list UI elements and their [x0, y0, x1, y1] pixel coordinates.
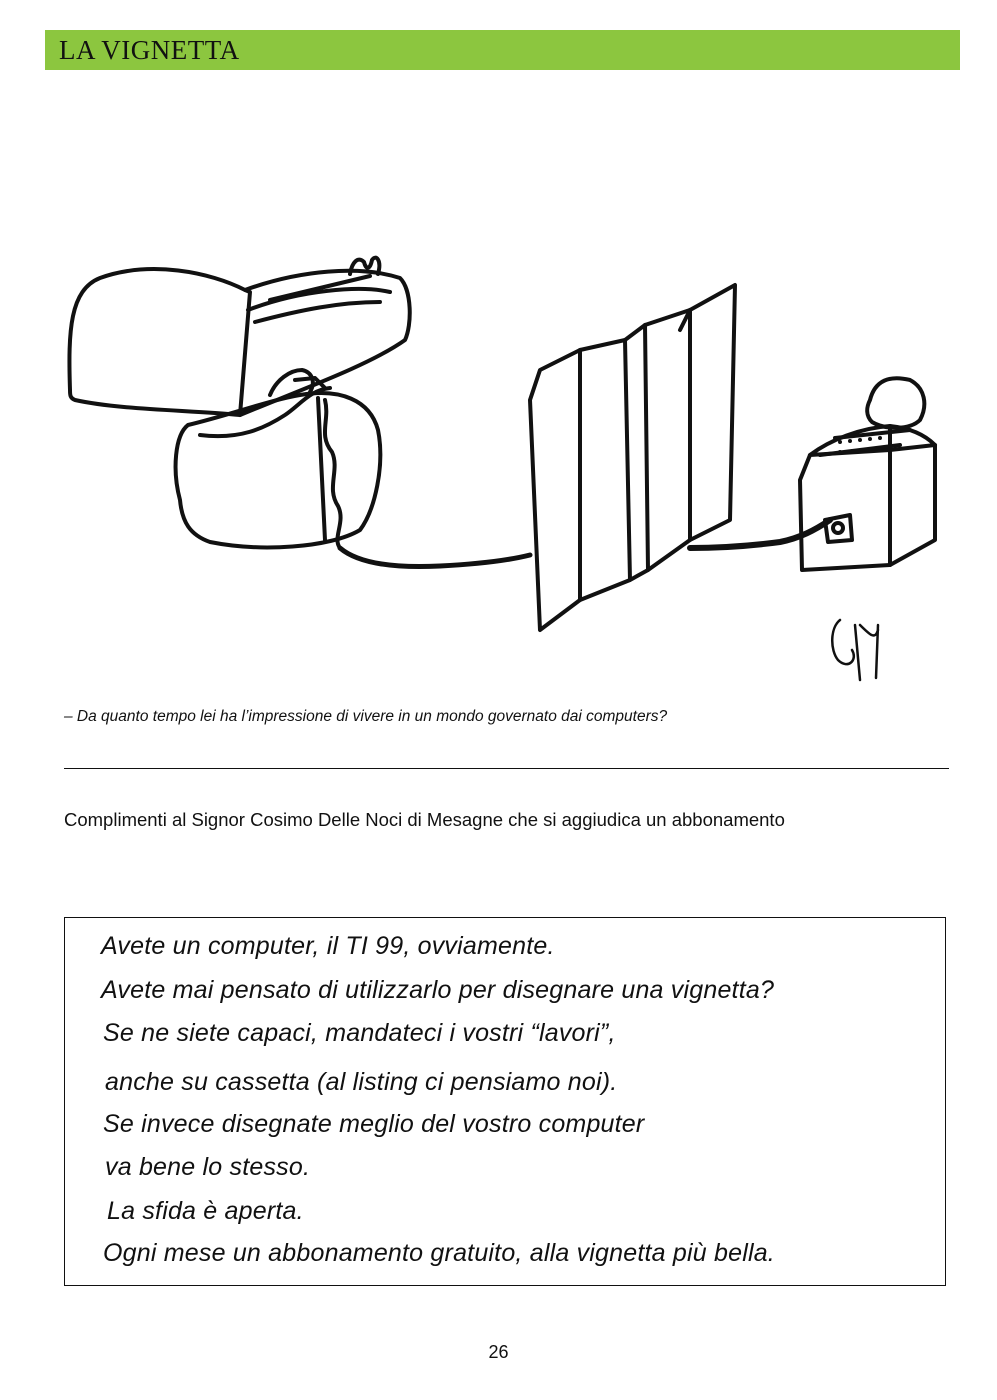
coiled-cable-left [340, 548, 530, 567]
lower-machine-drawing [176, 370, 381, 548]
coiled-cable-right [690, 520, 830, 548]
cartoon-illustration [40, 230, 960, 700]
announcement-line: anche su cassetta (al listing ci pensiamo noi). [105, 1068, 618, 1096]
announcement-line: Se ne siete capaci, mandateci i vostri “lavori”, [103, 1019, 616, 1047]
winner-announcement: Complimenti al Signor Cosimo Delle Noci di Mesagne che si aggiudica un abbonamento [64, 809, 785, 830]
contest-announcement-box [64, 917, 946, 1286]
announcement-line: Avete mai pensato di utilizzarlo per disegnare una vignetta? [101, 976, 775, 1004]
announcement-line: La sfida è aperta. [107, 1197, 304, 1225]
divider-line [64, 768, 949, 769]
section-header-bar [45, 30, 960, 70]
announcement-line: Ogni mese un abbonamento gratuito, alla vignetta più bella. [103, 1239, 775, 1267]
announcement-line: Se invece disegnate meglio del vostro computer [103, 1110, 645, 1138]
cartoon-caption: – Da quanto tempo lei ha l’impressione di vivere in un mondo governato dai computers? [64, 708, 668, 725]
folded-paper-drawing [530, 285, 735, 630]
section-title: LA VIGNETTA [59, 35, 240, 65]
announcement-line: va bene lo stesso. [105, 1153, 311, 1181]
announcement-line: Avete un computer, il TI 99, ovviamente. [101, 932, 555, 960]
right-terminal-drawing [800, 378, 935, 570]
upper-machine-drawing [69, 258, 409, 415]
artist-signature-drawing [832, 620, 878, 680]
page-number: 26 [488, 1342, 509, 1362]
